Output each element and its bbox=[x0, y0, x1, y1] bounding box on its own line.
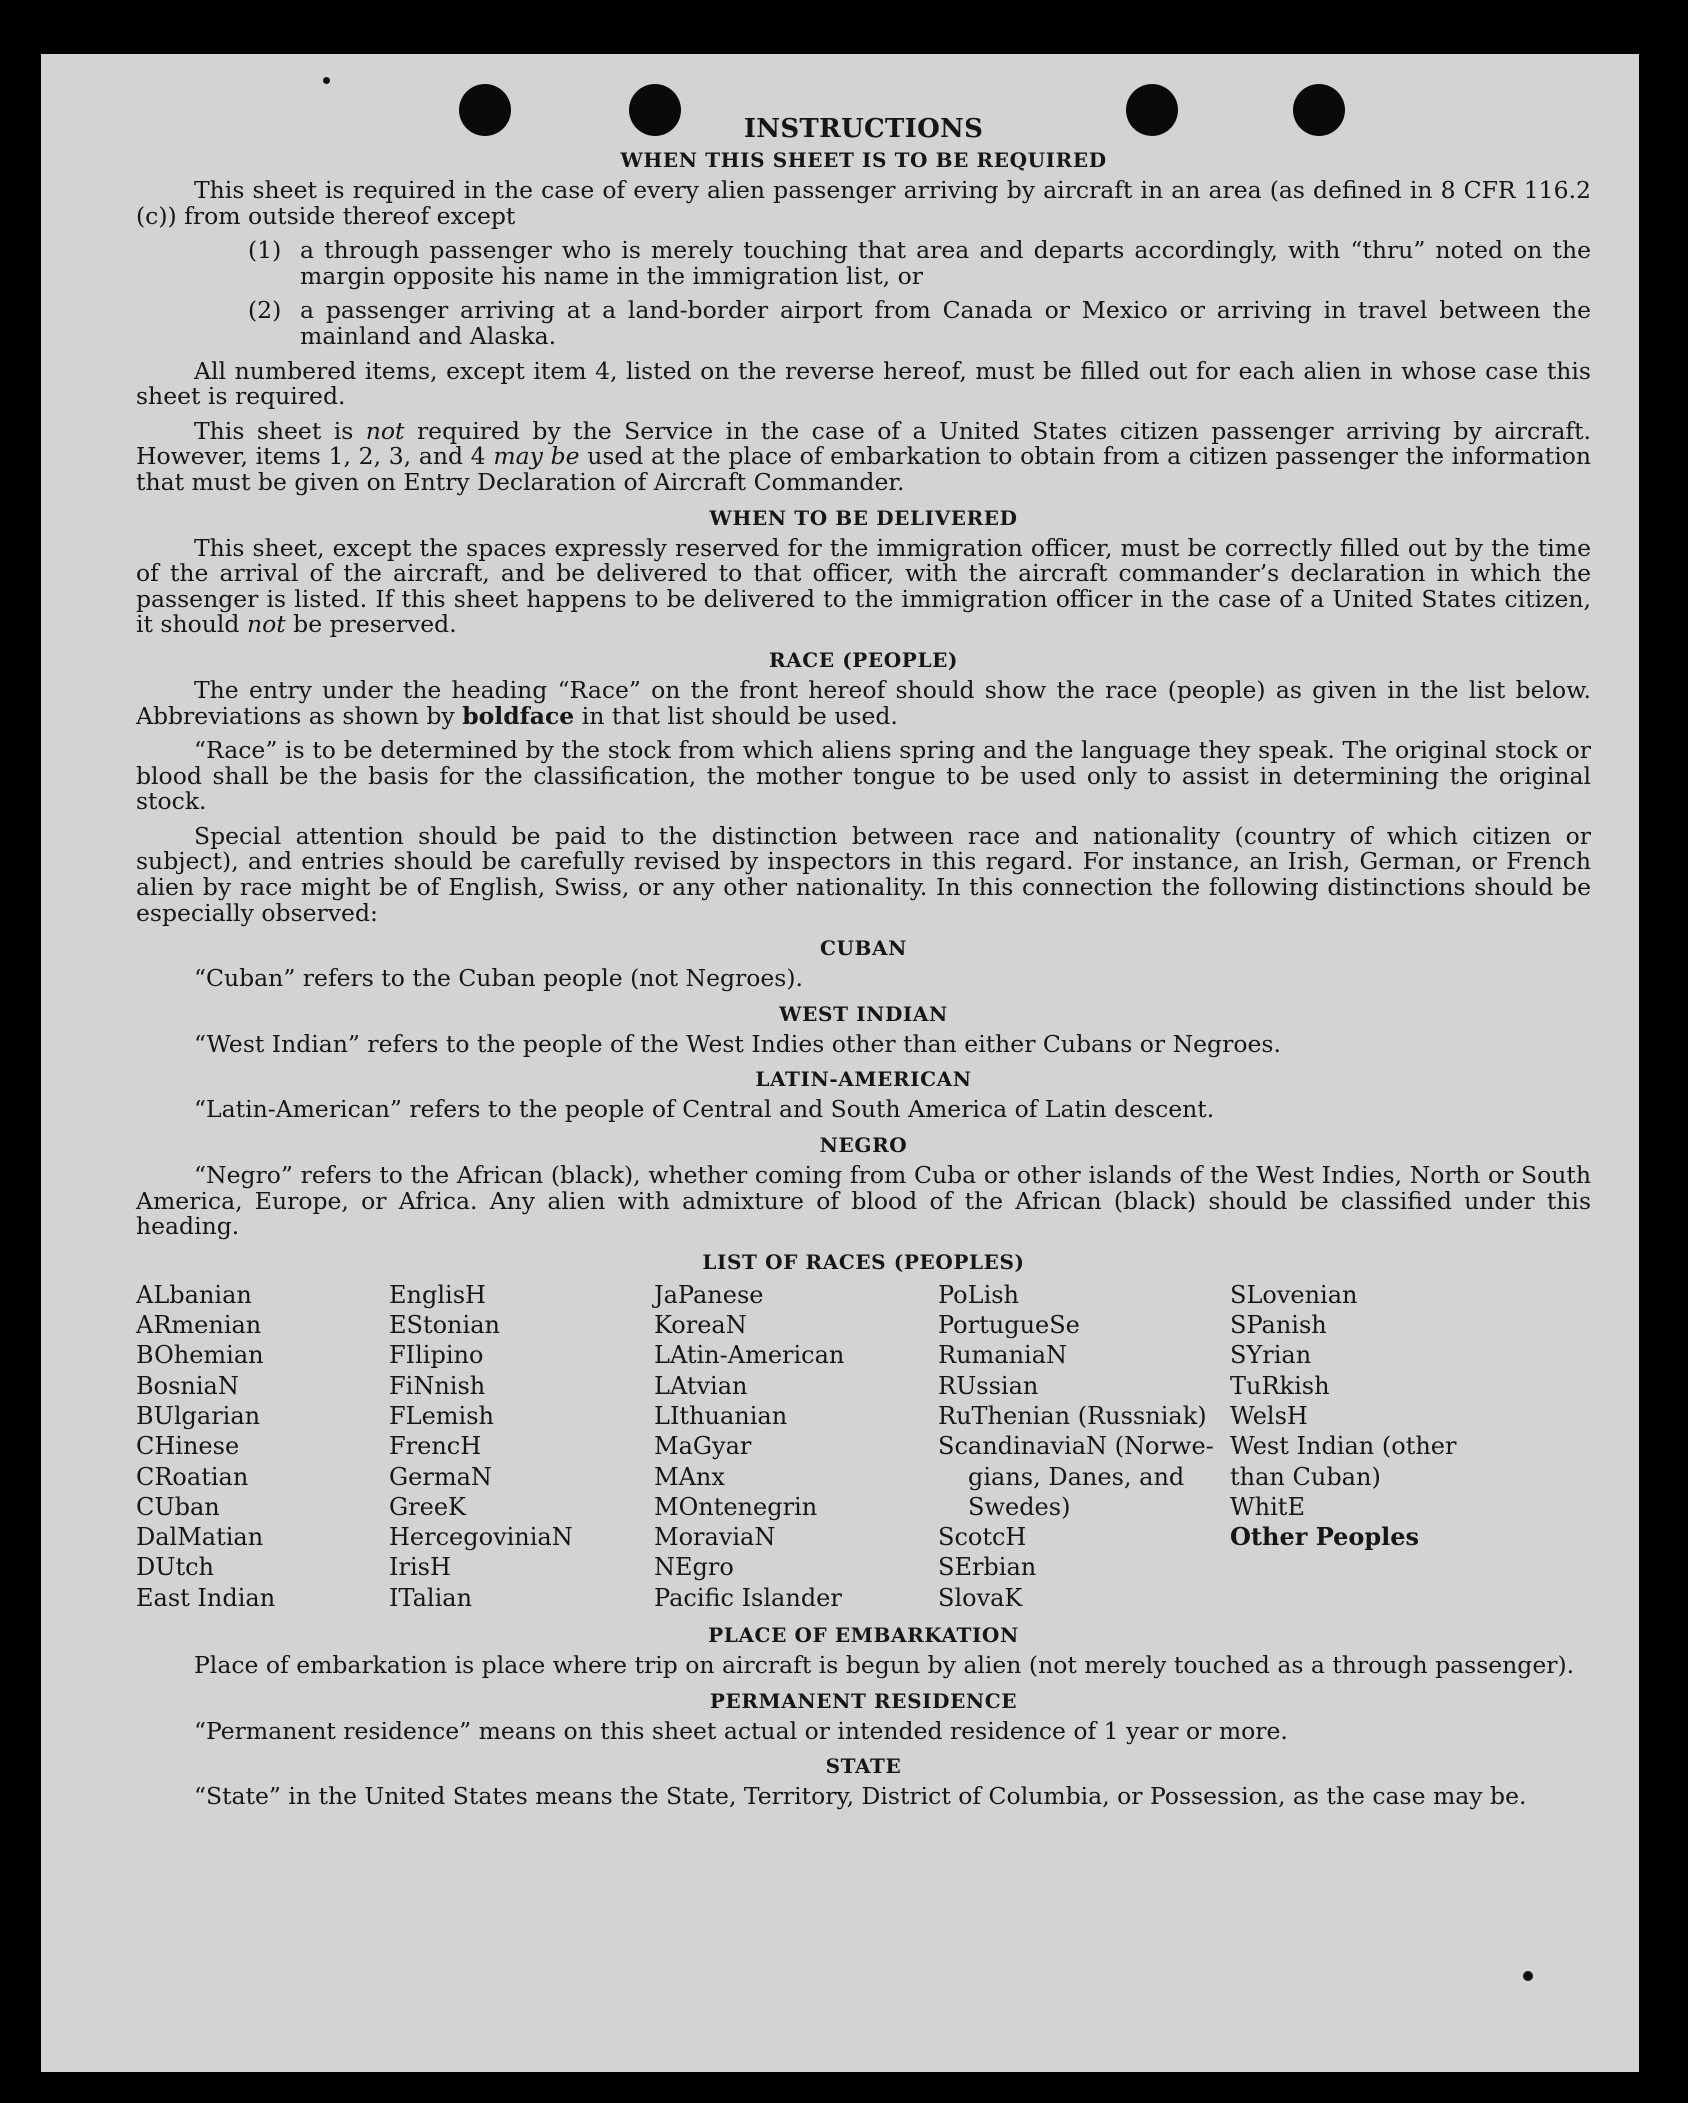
paragraph-race-definition: “Race” is to be determined by the stock from which aliens spring and the language they speak. The original stock or blood shall be the basis for the classification, the mother tongue to be used only to assist in determining the original stock. bbox=[136, 736, 1591, 816]
race-entry: FiNnish bbox=[389, 1371, 486, 1400]
paragraph-west-indian: “West Indian” refers to the people of the West Indies other than either Cubans or Negroes. bbox=[194, 1029, 1281, 1058]
list-item bbox=[136, 238, 1591, 289]
race-entry: FrencH bbox=[389, 1432, 482, 1461]
document-sheet bbox=[41, 54, 1639, 2072]
race-entry: CRoatian bbox=[136, 1462, 249, 1491]
heading-cuban: CUBAN bbox=[819, 936, 908, 961]
race-entry: MAnx bbox=[654, 1462, 725, 1491]
paragraph-latin-american: “Latin-American” refers to the people of Central and South America of Latin descent. bbox=[194, 1095, 1215, 1124]
races-column bbox=[136, 1280, 389, 1613]
race-entry: SLovenian bbox=[1230, 1280, 1358, 1309]
race-entry: GreeK bbox=[389, 1492, 466, 1521]
heading-permanent-residence: PERMANENT RESIDENCE bbox=[709, 1688, 1018, 1713]
race-entry: FIlipino bbox=[389, 1341, 484, 1370]
races-list bbox=[136, 1280, 1591, 1613]
race-entry: HercegoviniaN bbox=[389, 1523, 573, 1552]
item-number: (2) bbox=[248, 296, 282, 325]
paragraph-race-nationality: Special attention should be paid to the distinction between race and nationality (country of which citizen or subject), and entries should be carefully revised by inspectors in this regard. For instance, an Irish, German, or French alien by race might be of English, Swiss, or any other nationality. In this connection the following distinctions should be especially observed: bbox=[136, 821, 1591, 927]
race-entry: SErbian bbox=[938, 1553, 1037, 1582]
race-entry: East Indian bbox=[136, 1583, 276, 1612]
paragraph-citizen-passenger: This sheet is not required by the Service in the case of a United States citizen passenger arriving by aircraft. However, items 1, 2, 3, and 4 may be used at the place of embarkation to obtain from a citizen passenger the information that must be given on Entry Declaration of Aircraft Commander. bbox=[136, 416, 1591, 496]
race-entry: MoraviaN bbox=[654, 1523, 776, 1552]
races-column bbox=[1230, 1280, 1482, 1613]
race-entry: SYrian bbox=[1230, 1341, 1312, 1370]
paragraph-numbered-items: All numbered items, except item 4, listed on the reverse hereof, must be filled out for each alien in whose case this sheet is required. bbox=[136, 356, 1591, 411]
speck bbox=[323, 77, 330, 84]
race-entry: than Cuban) bbox=[1230, 1462, 1381, 1491]
race-entry: BosniaN bbox=[136, 1371, 239, 1400]
race-entry: Pacific Islander bbox=[654, 1583, 842, 1612]
race-entry: WelsH bbox=[1230, 1402, 1308, 1430]
races-column bbox=[654, 1280, 938, 1613]
race-entry: RumaniaN bbox=[938, 1341, 1068, 1370]
paragraph-negro: “Negro” refers to the African (black), whether coming from Cuba or other islands of the West Indies, North or South America, Europe, or Africa. Any alien with admixture of blood of the African (black) should be classified under this heading. bbox=[136, 1161, 1591, 1241]
item-text: a passenger arriving at a land-border airport from Canada or Mexico or arriving in travel between the mainland and Alaska. bbox=[300, 296, 1591, 350]
race-entry: ScandinaviaN (Norwe- bbox=[938, 1432, 1214, 1461]
paragraph-permanent-residence: “Permanent residence” means on this sheet actual or intended residence of 1 year or more. bbox=[194, 1716, 1288, 1745]
race-entry: IrisH bbox=[389, 1553, 451, 1582]
page-title: INSTRUCTIONS bbox=[743, 114, 984, 144]
race-entry: ITalian bbox=[389, 1583, 473, 1612]
race-entry: EnglisH bbox=[389, 1280, 486, 1309]
race-entry: SlovaK bbox=[938, 1583, 1023, 1612]
race-entry: DUtch bbox=[136, 1553, 215, 1582]
race-entry: MOntenegrin bbox=[654, 1492, 818, 1521]
race-entry: RUssian bbox=[938, 1371, 1039, 1400]
race-entry: gians, Danes, and bbox=[968, 1462, 1185, 1491]
heading-list-of-races: LIST OF RACES (PEOPLES) bbox=[702, 1249, 1025, 1274]
paragraph-place-of-embarkation: Place of embarkation is place where trip on aircraft is begun by alien (not merely touched as a through passenger). bbox=[194, 1651, 1575, 1680]
race-entry: KoreaN bbox=[654, 1311, 747, 1340]
instructions-content bbox=[136, 114, 1591, 1819]
race-entry: LAtvian bbox=[654, 1371, 748, 1400]
race-entry: BOhemian bbox=[136, 1341, 264, 1370]
races-column bbox=[938, 1280, 1230, 1613]
paragraph-when-delivered: This sheet, except the spaces expressly reserved for the immigration officer, must be correctly filled out by the time of the arrival of the aircraft, and be delivered to that officer, with the aircraft commander’s declaration in which the passenger is listed. If this sheet happens to be delivered to the immigration officer in the case of a United States citizen, it should not be preserved. bbox=[136, 533, 1591, 639]
race-entry: BUlgarian bbox=[136, 1402, 261, 1430]
heading-west-indian: WEST INDIAN bbox=[779, 1001, 948, 1026]
race-entry: CHinese bbox=[136, 1432, 240, 1461]
race-entry: EStonian bbox=[389, 1311, 500, 1340]
heading-race: RACE (PEOPLE) bbox=[768, 647, 959, 672]
paragraph-when-required-intro: This sheet is required in the case of every alien passenger arriving by aircraft in an area (as defined in 8 CFR 116.2 (c)) from outside thereof except bbox=[136, 176, 1591, 230]
race-entry: JaPanese bbox=[654, 1280, 764, 1309]
race-entry: LIthuanian bbox=[654, 1402, 788, 1430]
heading-negro: NEGRO bbox=[819, 1133, 908, 1158]
race-entry: ScotcH bbox=[938, 1523, 1027, 1552]
item-number: (1) bbox=[248, 236, 282, 265]
list-item bbox=[136, 298, 1591, 349]
race-entry: ARmenian bbox=[136, 1311, 262, 1340]
race-entry: PortugueSe bbox=[938, 1311, 1080, 1340]
heading-state: STATE bbox=[825, 1754, 902, 1779]
race-entry: West Indian (other bbox=[1230, 1432, 1457, 1461]
race-entry: NEgro bbox=[654, 1553, 734, 1582]
speck bbox=[1523, 1971, 1533, 1981]
heading-place-of-embarkation: PLACE OF EMBARKATION bbox=[708, 1623, 1019, 1648]
race-entry: RuThenian (Russniak) bbox=[938, 1402, 1207, 1430]
race-entry: LAtin-American bbox=[654, 1341, 845, 1370]
race-entry: WhitE bbox=[1230, 1492, 1305, 1521]
race-entry: CUban bbox=[136, 1492, 220, 1521]
heading-when-required: WHEN THIS SHEET IS TO BE REQUIRED bbox=[620, 148, 1107, 172]
race-entry: TuRkish bbox=[1230, 1371, 1330, 1400]
item-text: a through passenger who is merely touching that area and departs accordingly, with “thru” noted on the margin opposite his name in the immigration list, or bbox=[300, 236, 1591, 290]
race-entry: Other Peoples bbox=[1230, 1522, 1420, 1552]
race-entry: ALbanian bbox=[136, 1280, 252, 1309]
race-entry: SPanish bbox=[1230, 1311, 1327, 1340]
race-entry: FLemish bbox=[389, 1402, 494, 1430]
heading-when-delivered: WHEN TO BE DELIVERED bbox=[709, 505, 1018, 530]
races-column bbox=[389, 1280, 654, 1613]
race-entry: PoLish bbox=[938, 1280, 1020, 1309]
race-entry: GermaN bbox=[389, 1462, 492, 1491]
race-entry: MaGyar bbox=[654, 1432, 752, 1461]
paragraph-cuban: “Cuban” refers to the Cuban people (not Negroes). bbox=[194, 964, 804, 993]
paragraph-state: “State” in the United States means the State, Territory, District of Columbia, or Possession, as the case may be. bbox=[194, 1782, 1527, 1811]
race-entry: Swedes) bbox=[968, 1492, 1071, 1521]
race-entry: DalMatian bbox=[136, 1523, 264, 1552]
heading-latin-american: LATIN-AMERICAN bbox=[755, 1067, 972, 1092]
paragraph-race-entry: The entry under the heading “Race” on the front hereof should show the race (people) as given in the list below. Abbreviations as shown by boldface in that list should be used. bbox=[136, 675, 1591, 730]
